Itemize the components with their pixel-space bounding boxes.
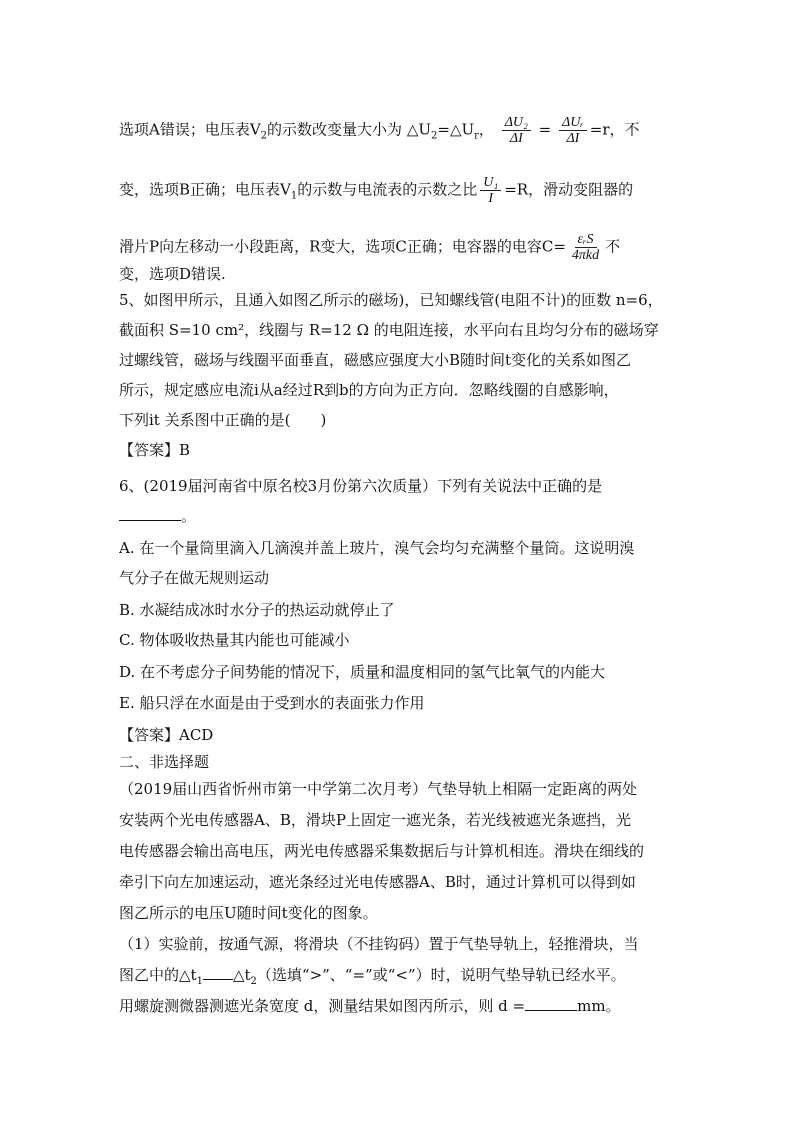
denominator: I — [488, 191, 494, 206]
analysis-line-3 — [119, 232, 620, 263]
answer-blank — [203, 965, 233, 980]
text: ， — [478, 120, 494, 139]
numerator: U₁ — [480, 175, 501, 191]
equals: = — [533, 120, 557, 139]
section2-line-2: 安装两个光电传感器A、B，滑块P上固定一遮光条，若光线被遮光条遮挡，光 — [119, 811, 631, 829]
section2-line-5: 图乙所示的电压U随时间t变化的图象。 — [119, 904, 378, 922]
text: （选填“>”、“=”或“<”）时，说明气垫导轨已经水平。 — [256, 966, 626, 984]
numerator: εᵣS — [575, 232, 597, 248]
text: =R，滑动变阻器的 — [504, 180, 634, 199]
subscript: 2 — [431, 130, 438, 142]
subscript: 2 — [260, 130, 268, 142]
text: 用螺旋测微器测遮光条宽度 d，测量结果如图丙所示，则 d = — [119, 997, 526, 1015]
text: =r，不 — [589, 120, 640, 139]
text: △t — [232, 966, 251, 984]
fraction-delta-u2 — [502, 115, 531, 146]
q6-option-a-line-1: A. 在一个量筒里滴入几滴溴并盖上玻片，溴气会均匀充满整个量筒。这说明溴 — [119, 539, 635, 557]
q6-option-a-line-2: 气分子在做无规则运动 — [119, 569, 270, 587]
q5-line-1: 5、如图甲所示，且通入如图乙所示的磁场)，已知螺线管(电阻不计)的匝数 n=6， — [119, 291, 663, 309]
text: 的示数与电流表的示数之比 — [297, 180, 478, 199]
text: mm。 — [577, 997, 621, 1015]
q6-option-b: B. 水凝结成冰时水分子的热运动就停止了 — [119, 601, 395, 619]
text: 。 — [181, 507, 197, 525]
section-title: 二、非选择题 — [119, 753, 210, 771]
q6-answer: 【答案】ACD — [119, 726, 214, 744]
subscript: 1 — [290, 190, 298, 202]
text: 滑片P向左移动一小段距离，R变大，选项C正确；电容器的电容C= — [119, 237, 566, 256]
q5-line-4: 所示，规定感应电流i从a经过R到b的方向为正方向．忽略线圈的自感影响， — [119, 381, 619, 399]
q6-stem: 6、(2019届河南省中原名校3月份第六次质量）下列有关说法中正确的是 — [119, 477, 603, 495]
q5-line-2: 截面积 S=10 cm²，线圈与 R=12 Ω 的电阻连接，水平向右且均匀分布的磁场穿 — [119, 321, 659, 339]
fraction-delta-ur — [559, 115, 587, 146]
q5-line-3: 过螺线管，磁场与线圈平面垂直，磁感应强度大小B随时间t变化的关系如图乙 — [119, 351, 632, 369]
fraction-capacitance — [569, 232, 602, 263]
subscript: r — [474, 130, 479, 142]
q6-option-e: E. 船只浮在水面是由于受到水的表面张力作用 — [119, 694, 425, 712]
answer-blank — [119, 506, 181, 521]
q6-option-c: C. 物体吸收热量其内能也可能减小 — [119, 631, 350, 649]
q6-option-d: D. 在不考虑分子间势能的情况下，质量和温度相同的氢气比氧气的内能大 — [119, 663, 606, 681]
text: =△U — [437, 120, 475, 139]
text: 图乙中的△t — [119, 966, 197, 984]
denominator: 4πkd — [571, 248, 600, 263]
q6-blank-line — [119, 506, 196, 526]
numerator: ΔU₂ — [502, 115, 531, 131]
text: 变，选项B正确；电压表V — [119, 180, 291, 199]
subquestion-1-line-2 — [119, 965, 626, 992]
denominator: ΔI — [566, 131, 580, 146]
answer-blank — [525, 996, 577, 1011]
q5-answer: 【答案】B — [119, 441, 191, 459]
subscript: 2 — [250, 976, 257, 987]
fraction-u1-over-i — [480, 175, 501, 206]
text: 选项A错误；电压表V — [119, 120, 261, 139]
denominator: ΔI — [509, 131, 523, 146]
numerator: ΔUᵣ — [559, 115, 587, 131]
subquestion-1-line-1: （1）实验前，按通气源，将滑块（不挂钩码）置于气垫导轨上，轻推滑块，当 — [119, 935, 639, 953]
subscript: 1 — [196, 976, 203, 987]
analysis-line-2 — [119, 175, 633, 207]
text: 的示数改变量大小为 △U — [267, 120, 431, 139]
section2-line-3: 电传感器会输出高电压，两光电传感器采集数据后与计算机相连。滑块在细线的 — [119, 842, 645, 860]
analysis-line-1 — [119, 115, 640, 147]
q5-line-5: 下列it 关系图中正确的是( ) — [119, 411, 327, 429]
analysis-line-4: 变，选项D错误. — [119, 265, 226, 283]
section2-line-4: 牵引下向左加速运动，遮光条经过光电传感器A、B时，通过计算机可以得到如 — [119, 873, 636, 891]
subquestion-1-line-3 — [119, 996, 621, 1016]
section2-line-1: （2019届山西省忻州市第一中学第二次月考）气垫导轨上相隔一定距离的两处 — [119, 780, 638, 798]
text: 不 — [605, 237, 621, 256]
